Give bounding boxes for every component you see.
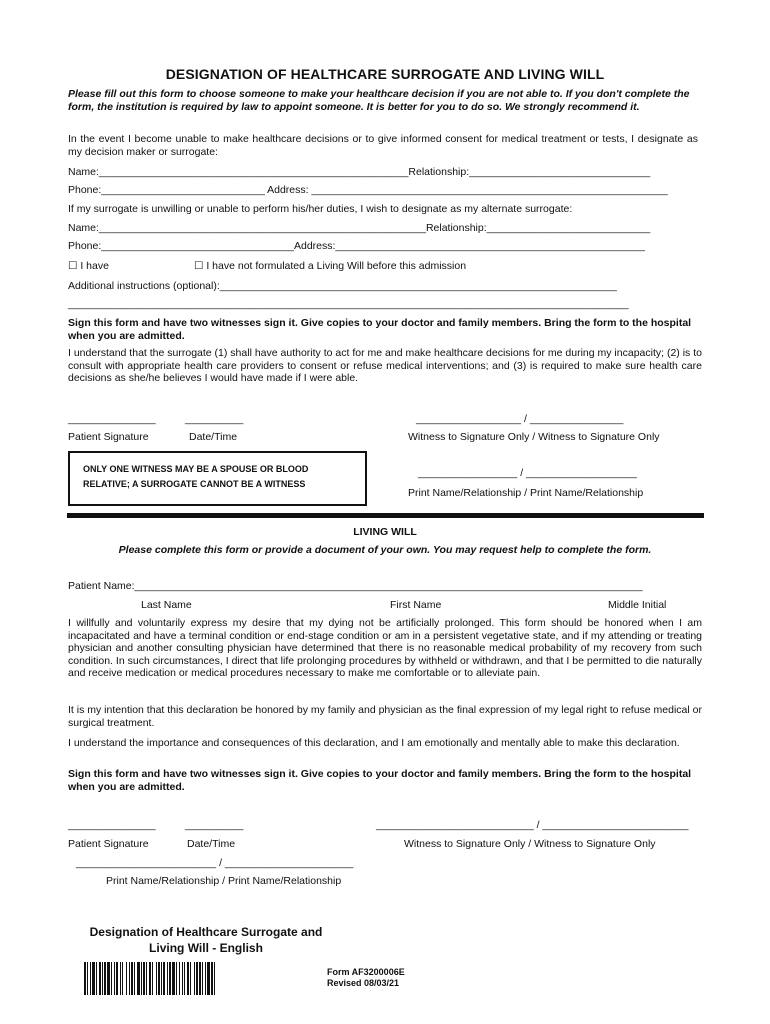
witness-signature-label-1: Witness to Signature Only / Witness to Signature Only bbox=[408, 431, 660, 443]
form-number: Form AF3200006E bbox=[327, 967, 405, 977]
intention-text: It is my intention that this declaration be honored by my family and physician as the final expression of my legal right to refuse medical or surgical treatment. bbox=[68, 704, 702, 729]
surrogate-name-field[interactable]: Name:_____________________________________________________Relationship:_______________________________ bbox=[68, 166, 651, 178]
witness-rule-notice bbox=[68, 451, 367, 506]
section-divider bbox=[67, 513, 704, 518]
witness-rule-text: ONLY ONE WITNESS MAY BE A SPOUSE OR BLOOD RELATIVE; A SURROGATE CANNOT BE A WITNESS bbox=[83, 464, 309, 489]
page-title: DESIGNATION OF HEALTHCARE SURROGATE AND LIVING WILL bbox=[165, 66, 605, 82]
patient-signature-label-2: Patient Signature bbox=[68, 838, 149, 850]
living-will-heading: LIVING WILL bbox=[353, 526, 417, 538]
witness-signature-label-2: Witness to Signature Only / Witness to Signature Only bbox=[404, 838, 656, 850]
intro-text: Please fill out this form to choose someone to make your healthcare decision if you are not able to. If you don't complete the form, the institution is required by law to appoint someone. It is better for you to do so. We strongly recommend it. bbox=[68, 88, 690, 113]
revision-date: Revised 08/03/21 bbox=[327, 978, 400, 988]
sign-instruction-2: Sign this form and have two witnesses sign it. Give copies to your doctor and family members. Bring the form to the hospital when you are admitted. bbox=[68, 768, 692, 793]
declaration-text: I willfully and voluntarily express my desire that my dying not be artificially prolonged. This form should be honored when I am incapacitated and have a terminal condition or end-stage condition or am in a persistent vegetative state, and if my attending or treating physician and another consulting physician have determined that there is no reasonable medical probability of my recovery from such condition. In such circumstances, I direct that life prolonging procedures by withheld or withdrawn, and that I be permitted to die naturally and receive medication or medical procedures necessary to make me comfortable or to alleviate pain. bbox=[68, 617, 702, 679]
witness-signature-line-2[interactable]: ___________________________ / _________________________ bbox=[376, 819, 689, 831]
surrogate-authority-text: I understand that the surrogate (1) shall have authority to act for me and make healthcare decisions for me during my incapacity; (2) is to consult with appropriate health care providers to consent or refuse medical interventions; and (3) is required to make sure health care decisions as she/he believes I would have made if I were able. bbox=[68, 347, 702, 384]
date-time-label-2: Date/Time bbox=[187, 838, 236, 850]
print-name-label-1: Print Name/Relationship / Print Name/Relationship bbox=[408, 487, 644, 499]
living-will-subheading: Please complete this form or provide a document of your own. You may request help to complete the form. bbox=[118, 544, 652, 556]
patient-name-field[interactable]: Patient Name:_______________________________________________________________________________________ bbox=[68, 580, 643, 592]
footer-document-title: Designation of Healthcare Surrogate and Living Will - English bbox=[89, 925, 323, 955]
barcode-image bbox=[84, 962, 309, 995]
surrogate-phone-address-field[interactable]: Phone:____________________________ Address: _____________________________________________________________ bbox=[68, 184, 668, 196]
patient-signature-line-1[interactable]: _______________ bbox=[68, 413, 156, 425]
print-name-label-2: Print Name/Relationship / Print Name/Relationship bbox=[106, 875, 342, 887]
barcode-bar bbox=[215, 962, 217, 995]
surrogate-lead-text: In the event I become unable to make healthcare decisions or to give informed consent for medical treatment or tests, I designate as my decision maker or surrogate: bbox=[68, 133, 698, 158]
understanding-text: I understand the importance and consequences of this declaration, and I am emotionally and mentally able to make this declaration. bbox=[68, 737, 680, 749]
additional-instructions-line-2[interactable]: ________________________________________________________________________________________________ bbox=[68, 298, 629, 310]
middle-initial-label: Middle Initial bbox=[608, 599, 667, 611]
alternate-name-field[interactable]: Name:________________________________________________________Relationship:____________________________ bbox=[68, 222, 651, 234]
last-name-label: Last Name bbox=[141, 599, 192, 611]
first-name-label: First Name bbox=[390, 599, 442, 611]
date-time-line-1[interactable]: __________ bbox=[185, 413, 244, 425]
additional-instructions-field[interactable]: Additional instructions (optional):____________________________________________________________________ bbox=[68, 280, 617, 292]
print-name-line-2[interactable]: ________________________ / ______________________ bbox=[76, 857, 354, 869]
alternate-surrogate-lead: If my surrogate is unwilling or unable to perform his/her duties, I wish to designate as my alternate surrogate: bbox=[68, 203, 573, 215]
option-i-have-checkbox[interactable]: ☐ I have bbox=[68, 260, 109, 272]
option-i-have-not-checkbox[interactable]: ☐ I have not formulated a Living Will before this admission bbox=[194, 260, 467, 272]
date-time-line-2[interactable]: __________ bbox=[185, 819, 244, 831]
print-name-line-1[interactable]: _________________ / ___________________ bbox=[418, 467, 637, 479]
witness-signature-line-1[interactable]: __________________ / ________________ bbox=[416, 413, 624, 425]
date-time-label-1: Date/Time bbox=[189, 431, 238, 443]
patient-signature-line-2[interactable]: _______________ bbox=[68, 819, 156, 831]
patient-signature-label-1: Patient Signature bbox=[68, 431, 149, 443]
sign-instruction-1: Sign this form and have two witnesses sign it. Give copies to your doctor and family members. Bring the form to the hospital when you are admitted. bbox=[68, 317, 692, 342]
alternate-phone-address-field[interactable]: Phone:_________________________________Address:_____________________________________________________ bbox=[68, 240, 645, 252]
